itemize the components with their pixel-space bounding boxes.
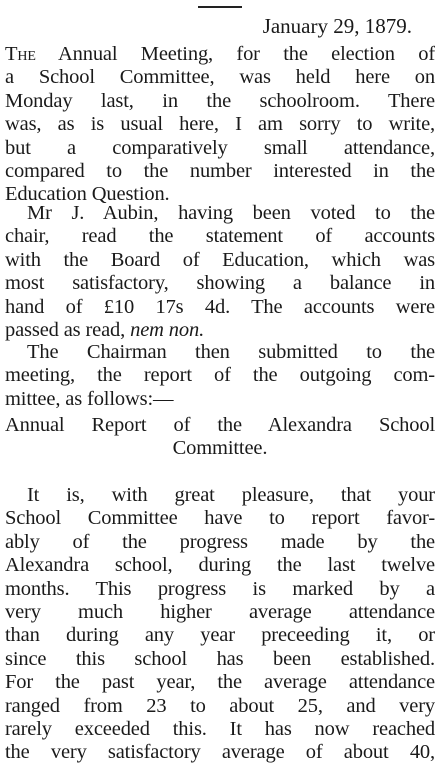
paragraph-line: Monday last, in the schoolroom. There xyxy=(5,89,435,112)
report-heading xyxy=(5,414,435,461)
latin-phrase: nem non. xyxy=(130,319,205,342)
paragraph-line: than during any year preceeding it, or xyxy=(5,624,435,647)
paragraph-line: meeting, the report of the outgoing com- xyxy=(5,364,435,387)
paragraph-line: It is, with great pleasure, that your xyxy=(27,484,435,506)
paragraph-line: the very satisfactory average of about 40, xyxy=(5,741,435,764)
paragraph-line: Education Question. xyxy=(5,183,170,206)
paragraph-meeting-intro xyxy=(5,43,435,207)
paragraph-line: ably of the progress made by the xyxy=(5,530,435,553)
paragraph-report-body xyxy=(5,484,435,765)
dateline: January 29, 1879. xyxy=(262,14,412,38)
paragraph-line: months. This progress is marked by a xyxy=(5,577,435,600)
paragraph-line: compared to the number interested in the xyxy=(5,160,435,183)
paragraph-line: very much higher average attendance xyxy=(5,601,435,624)
line-text: Annual Meeting, for the election of xyxy=(35,43,435,65)
paragraph-line: chair, read the statement of accounts xyxy=(5,225,435,248)
paragraph-accounts xyxy=(5,202,435,342)
paragraph-line: ranged from 23 to about 25, and very xyxy=(5,694,435,717)
paragraph-line: most satisfactory, showing a balance in xyxy=(5,272,435,295)
paragraph-line: Mr J. Aubin, having been voted to the xyxy=(27,202,435,224)
paragraph-line: hand of £10 17s 4d. The accounts were xyxy=(5,295,435,318)
paragraph-line: a School Committee, was held here on xyxy=(5,66,435,89)
paragraph-line: was, as is usual here, I am sorry to write, xyxy=(5,113,435,136)
paragraph-line: since this school has been established. xyxy=(5,647,435,670)
paragraph-line: The Chairman then submitted to the xyxy=(27,341,435,363)
lead-word: The xyxy=(5,43,36,65)
paragraph-line: with the Board of Education, which was xyxy=(5,248,435,271)
heading-line: Annual Report of the Alexandra School xyxy=(5,414,435,436)
paragraph-line xyxy=(5,43,435,66)
heading-line: Committee. xyxy=(172,437,268,460)
paragraph-line: but a comparatively small attendance, xyxy=(5,136,435,159)
separator-rule xyxy=(198,6,242,8)
paragraph-chairman xyxy=(5,341,435,411)
paragraph-line: mittee, as follows:— xyxy=(5,387,174,410)
paragraph-line: Alexandra school, during the last twelve xyxy=(5,554,435,577)
paragraph-line xyxy=(5,319,435,342)
paragraph-line: For the past year, the average attendance xyxy=(5,671,435,694)
paragraph-line: School Committee have to report favor- xyxy=(5,507,435,530)
line-text: passed as read, xyxy=(5,319,126,342)
paragraph-line: rarely exceeded this. It has now reached xyxy=(5,718,435,741)
